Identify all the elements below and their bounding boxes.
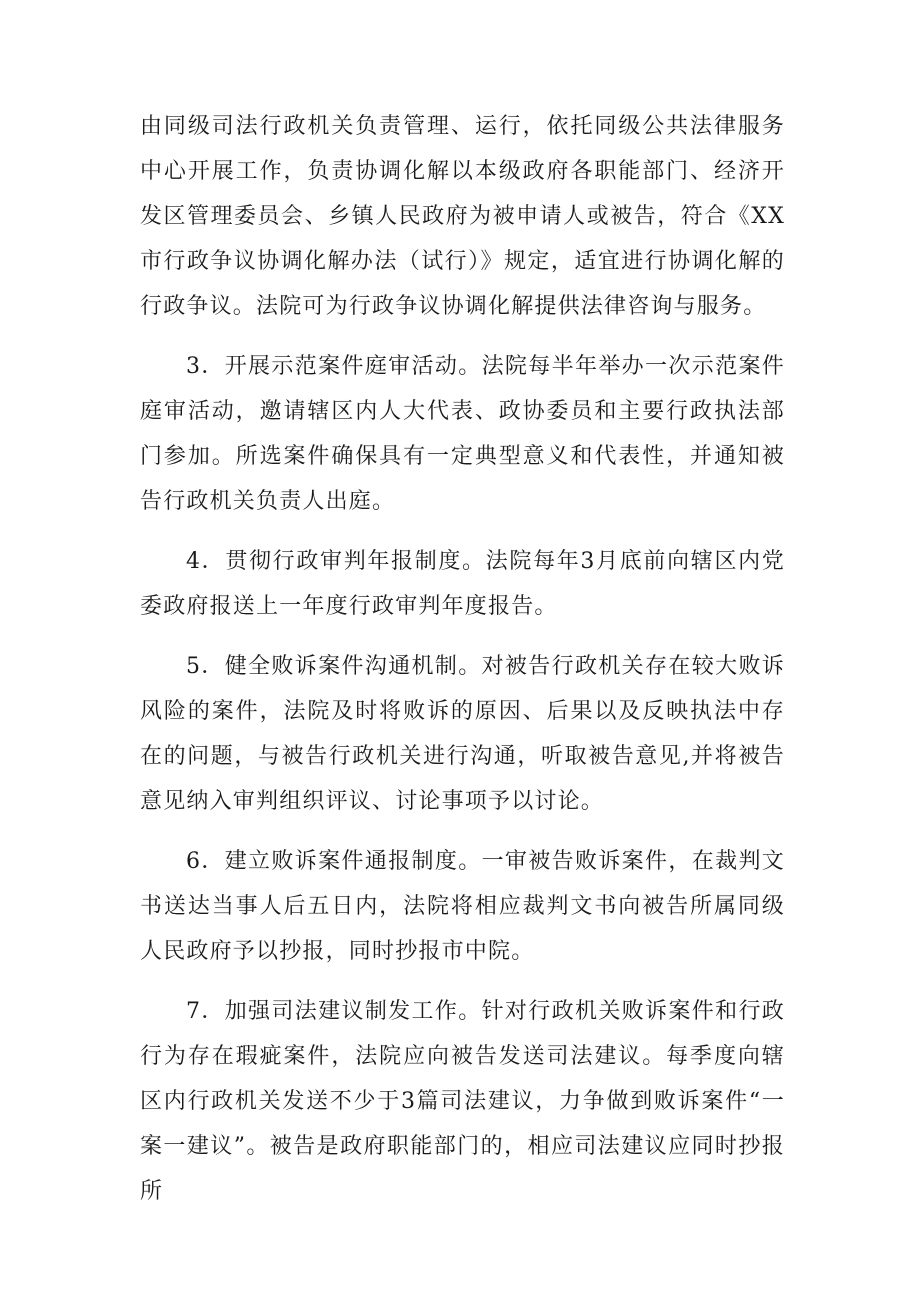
paragraph-item-6: 6．建立败诉案件通报制度。一审被告败诉案件，在裁判文书送达当事人后五日内，法院将相应裁判文书向被告所属同级人民政府予以抄报，同时抄报市中院。	[140, 849, 785, 964]
paragraph-continuation: 由同级司法行政机关负责管理、运行，依托同级公共法律服务中心开展工作，负责协调化解以本级政府各职能部门、经济开发区管理委员会、乡镇人民政府为被申请人或被告，符合《XX市行政争议协调化解办法（试行）》规定，适宜进行协调化解的行政争议。法院可为行政争议协调化解提供法律咨询与服务。	[140, 114, 785, 319]
paragraph-item-7: 7．加强司法建议制发工作。针对行政机关败诉案件和行政行为存在瑕疵案件，法院应向被告发送司法建议。每季度向辖区内行政机关发送不少于3篇司法建议，力争做到败诉案件“一案一建议”。被告是政府职能部门的，相应司法建议应同时抄报所	[140, 999, 785, 1204]
document-page	[140, 104, 785, 1229]
paragraph-item-5: 5．健全败诉案件沟通机制。对被告行政机关存在较大败诉风险的案件，法院及时将败诉的原因、后果以及反映执法中存在的问题，与被告行政机关进行沟通，听取被告意见,并将被告意见纳入审判组织评议、讨论事项予以讨论。	[140, 654, 785, 814]
paragraph-item-4: 4．贯彻行政审判年报制度。法院每年3月底前向辖区内党委政府报送上一年度行政审判年度报告。	[140, 549, 785, 619]
paragraph-item-3: 3．开展示范案件庭审活动。法院每半年举办一次示范案件庭审活动，邀请辖区内人大代表、政协委员和主要行政执法部门参加。所选案件确保具有一定典型意义和代表性，并通知被告行政机关负责人出庭。	[140, 354, 785, 514]
